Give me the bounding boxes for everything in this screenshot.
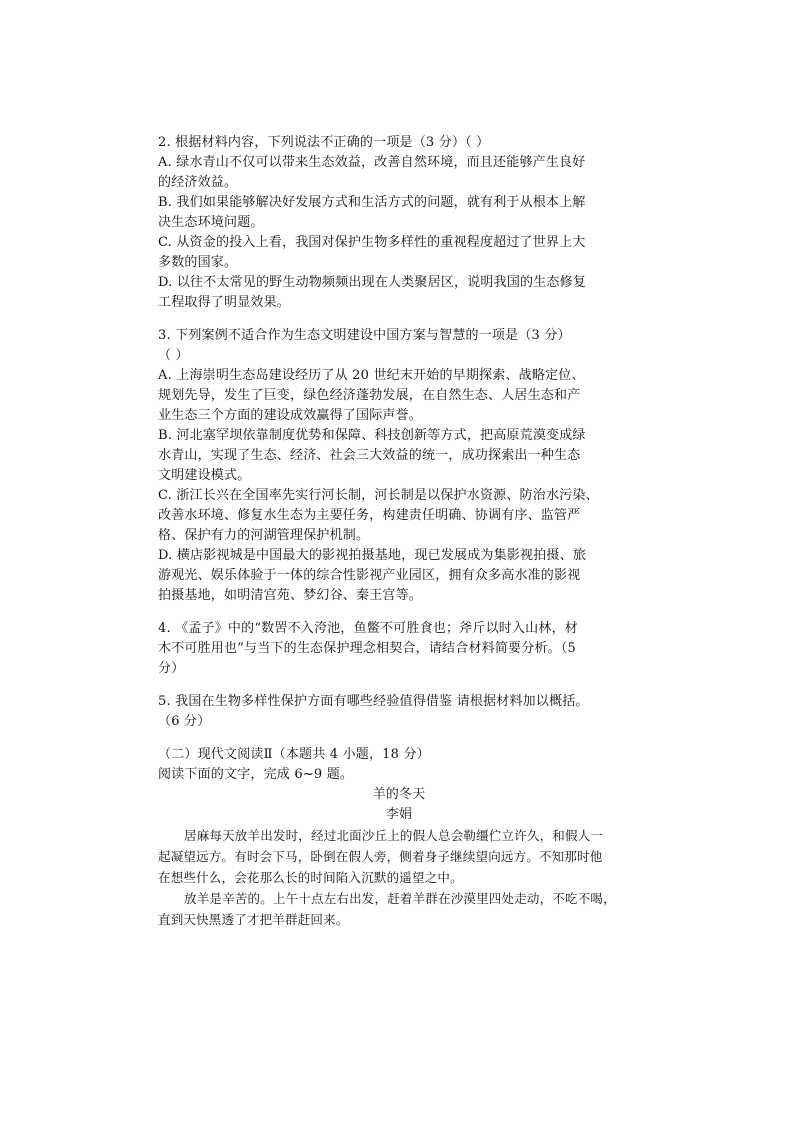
option-a-line-1: A. 绿水青山不仅可以带来生态效益，改善自然环境，而且还能够产生良好 xyxy=(158,155,586,170)
option-b-line-2: 决生态环境问题。 xyxy=(158,215,264,230)
option-a-line-3: 业生态三个方面的建设成效赢得了国际声誉。 xyxy=(158,408,423,423)
question-3 xyxy=(158,326,640,606)
question-4-line-2: 木不可胜用也”与当下的生态保护理念相契合，请结合材料简要分析。（5 xyxy=(158,641,577,656)
passage-title: 羊的冬天 xyxy=(372,787,426,802)
question-4 xyxy=(158,619,640,679)
question-5 xyxy=(158,692,640,732)
question-3-stem-line-2: （ ） xyxy=(158,348,189,363)
question-4-line-3: 分） xyxy=(158,661,185,676)
paragraph-1-line-3: 在想些什么，会花那么长的时间陷入沉默的遥望之中。 xyxy=(158,870,463,885)
question-2-stem: 2. 根据材料内容，下列说法不正确的一项是（3 分）（ ） xyxy=(158,135,490,150)
passage-body xyxy=(158,825,640,930)
option-a-line-2: 规划先导，发生了巨变，绿色经济蓬勃发展，在自然生态、人居生态和产 xyxy=(158,388,581,403)
paragraph-2-line-1: 放羊是辛苦的。上午十点左右出发，赶着羊群在沙漠里四处走动，不吃不喝， xyxy=(184,891,616,906)
option-c-line-1: C. 从资金的投入上看，我国对保护生物多样性的重视程度超过了世界上大 xyxy=(158,235,586,250)
option-d-line-3: 拍摄基地，如明清宫苑、梦幻谷、秦王宫等。 xyxy=(158,588,423,603)
question-5-line-1: 5. 我国在生物多样性保护方面有哪些经验值得借鉴 请根据材料加以概括。 xyxy=(158,694,589,709)
option-b-line-2: 水青山，实现了生态、经济、社会三大效益的统一，成功探索出一种生态 xyxy=(158,448,581,463)
paragraph-2-line-2: 直到天快黑透了才把羊群赶回来。 xyxy=(158,912,349,927)
question-4-line-1: 4. 《孟子》中的“数罟不入洿池，鱼鳖不可胜食也；斧斤以时入山林，材 xyxy=(158,621,578,636)
option-b-line-1: B. 我们如果能够解决好发展方式和生活方式的问题，就有利于从根本上解 xyxy=(158,195,586,210)
section-instruction: 阅读下面的文字，完成 6~9 题。 xyxy=(158,767,354,782)
option-d-line-2: 游观光、娱乐体验于一体的综合性影视产业园区，拥有众多高水准的影视 xyxy=(158,568,581,583)
option-c-line-3: 格、保护有力的河湖管理保护机制。 xyxy=(158,528,370,543)
option-d-line-1: D. 以往不太常见的野生动物频频出现在人类聚居区，说明我国的生态修复 xyxy=(158,275,587,290)
option-a-line-1: A. 上海崇明生态岛建设经历了从 20 世纪末开始的早期探索、战略定位、 xyxy=(158,368,585,383)
option-c-line-2: 改善水环境、修复水生态为主要任务，构建责任明确、协调有序、监管严 xyxy=(158,508,581,523)
option-b-line-1: B. 河北塞罕坝依靠制度优势和保障、科技创新等方式，把高原荒漠变成绿 xyxy=(158,428,586,443)
option-c-line-2: 多数的国家。 xyxy=(158,255,238,270)
section-heading: （二）现代文阅读Ⅱ（本题共 4 小题，18 分） xyxy=(158,747,430,762)
option-b-line-3: 文明建设模式。 xyxy=(158,468,251,483)
paragraph-1-line-1: 居麻每天放羊出发时，经过北面沙丘上的假人总会勒缰伫立许久，和假人一 xyxy=(184,828,604,843)
option-d-line-2: 工程取得了明显效果。 xyxy=(158,295,291,310)
reading-section xyxy=(158,745,640,930)
question-2 xyxy=(158,133,640,313)
question-3-stem-line-1: 3. 下列案例不适合作为生态文明建设中国方案与智慧的一项是（3 分） xyxy=(158,328,571,343)
passage-author: 李娟 xyxy=(385,807,413,822)
option-d-line-1: D. 横店影视城是中国最大的影视拍摄基地，现已发展成为集影视拍摄、旅 xyxy=(158,548,587,563)
question-5-line-2: （6 分） xyxy=(158,714,211,729)
paragraph-1-line-2: 起凝望远方。有时会下马，卧倒在假人旁，侧着身子继续望向远方。不知那时他 xyxy=(158,849,603,864)
option-c-line-1: C. 浙江长兴在全国率先实行河长制，河长制是以保护水资源、防治水污染、 xyxy=(158,488,599,503)
exam-page xyxy=(158,133,640,930)
option-a-line-2: 的经济效益。 xyxy=(158,175,238,190)
